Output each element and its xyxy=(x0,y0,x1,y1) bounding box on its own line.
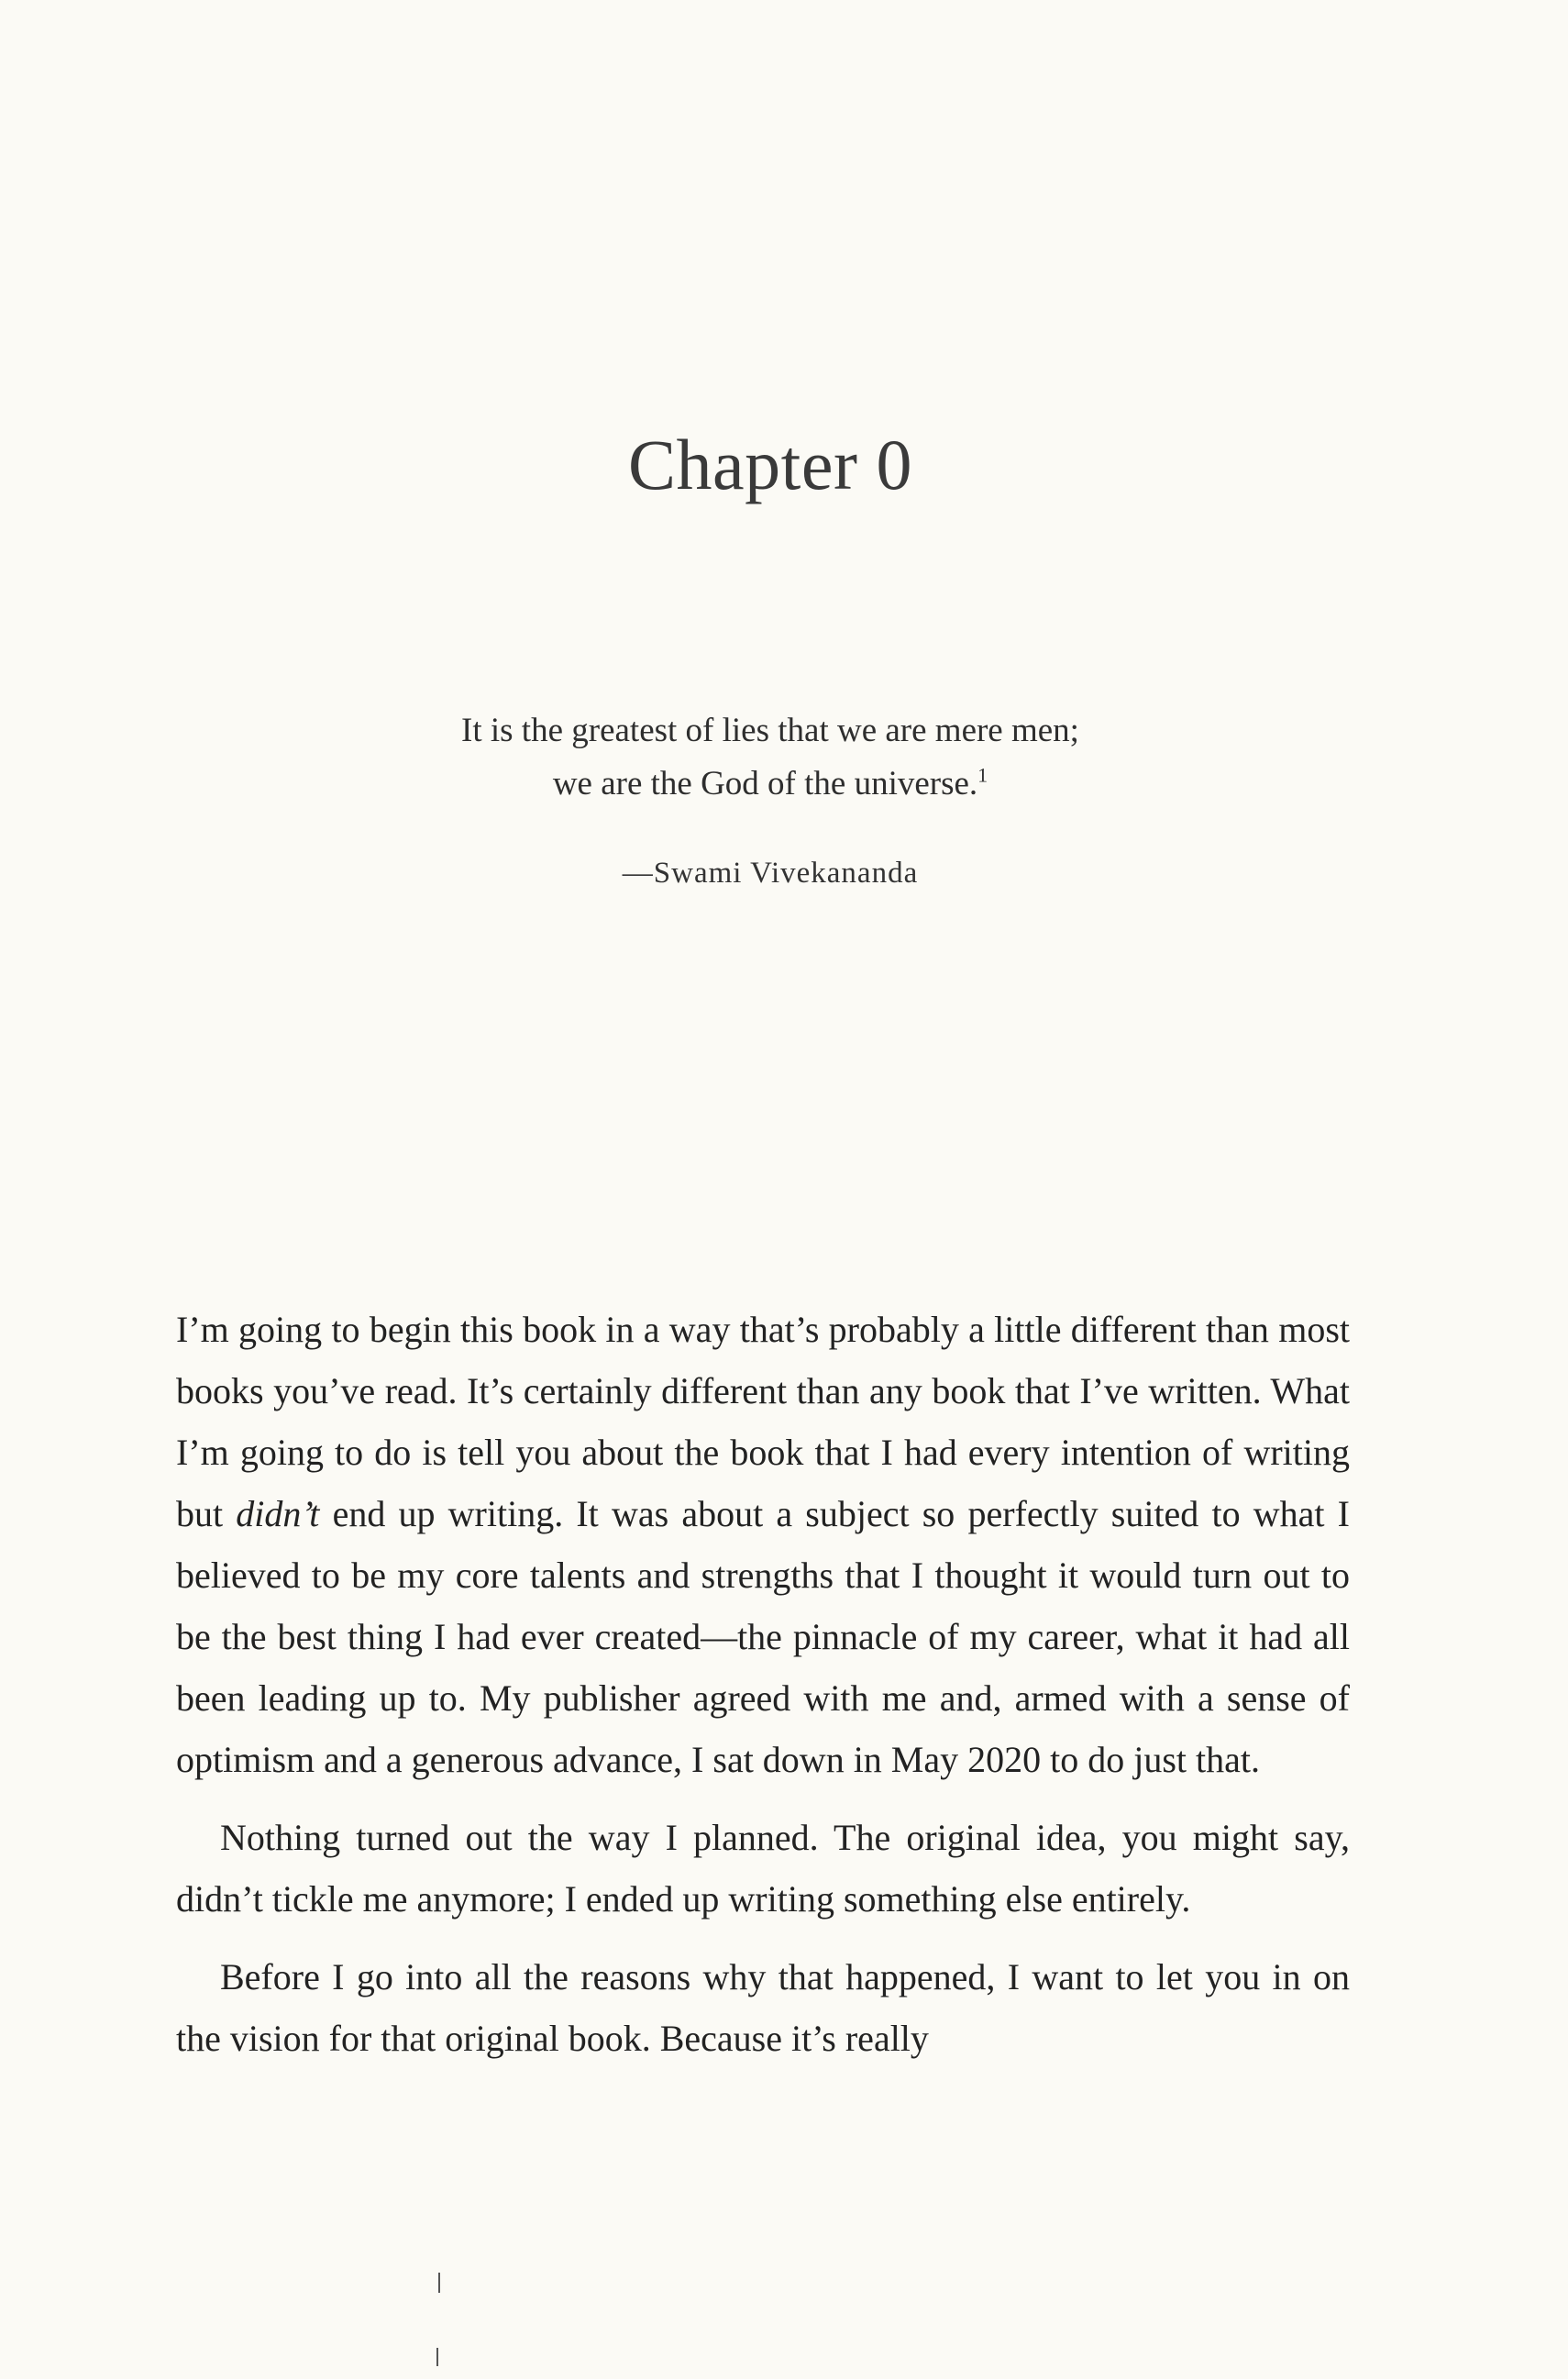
paragraph-1-part-a: I’m going to begin this book in a way that’s probably a little different than most books you’ve read. It’s certainly different than any book that I’ve written. What I’m going to do is tell you about the book that I had every intention of writing but xyxy=(176,1309,1350,1534)
epigraph-quote xyxy=(0,704,1540,811)
scan-mark xyxy=(436,2348,438,2366)
paragraph-1 xyxy=(176,1299,1350,1790)
footnote-marker: 1 xyxy=(977,763,988,787)
scan-mark xyxy=(438,2273,440,2293)
epigraph-line-1: It is the greatest of lies that we are mere men; xyxy=(461,712,1079,749)
paragraph-1-italic: didn’t xyxy=(236,1493,320,1534)
paragraph-1-part-b: end up writing. It was about a subject so perfectly suited to what I believed to be my core talents and strengths that I thought it would turn out to be the best thing I had ever created—the pinnacle of my career, what it had all been leading up to. My publisher agreed with me and, armed with a sense of optimism and a generous advance, I sat down in May 2020 to do just that. xyxy=(176,1493,1350,1780)
epigraph-line-2 xyxy=(0,758,1540,811)
body-text xyxy=(176,1299,1350,2069)
paragraph-3: Before I go into all the reasons why that happened, I want to let you in on the vision for that original book. Because it’s really xyxy=(176,1956,1350,2059)
epigraph-attribution: —Swami Vivekananda xyxy=(622,857,919,890)
epigraph-line-2-text: we are the God of the universe. xyxy=(552,765,978,802)
chapter-title: Chapter 0 xyxy=(628,425,912,504)
paragraph-2: Nothing turned out the way I planned. The original idea, you might say, didn’t tickle me anymore; I ended up writing something else entirely. xyxy=(176,1817,1350,1920)
